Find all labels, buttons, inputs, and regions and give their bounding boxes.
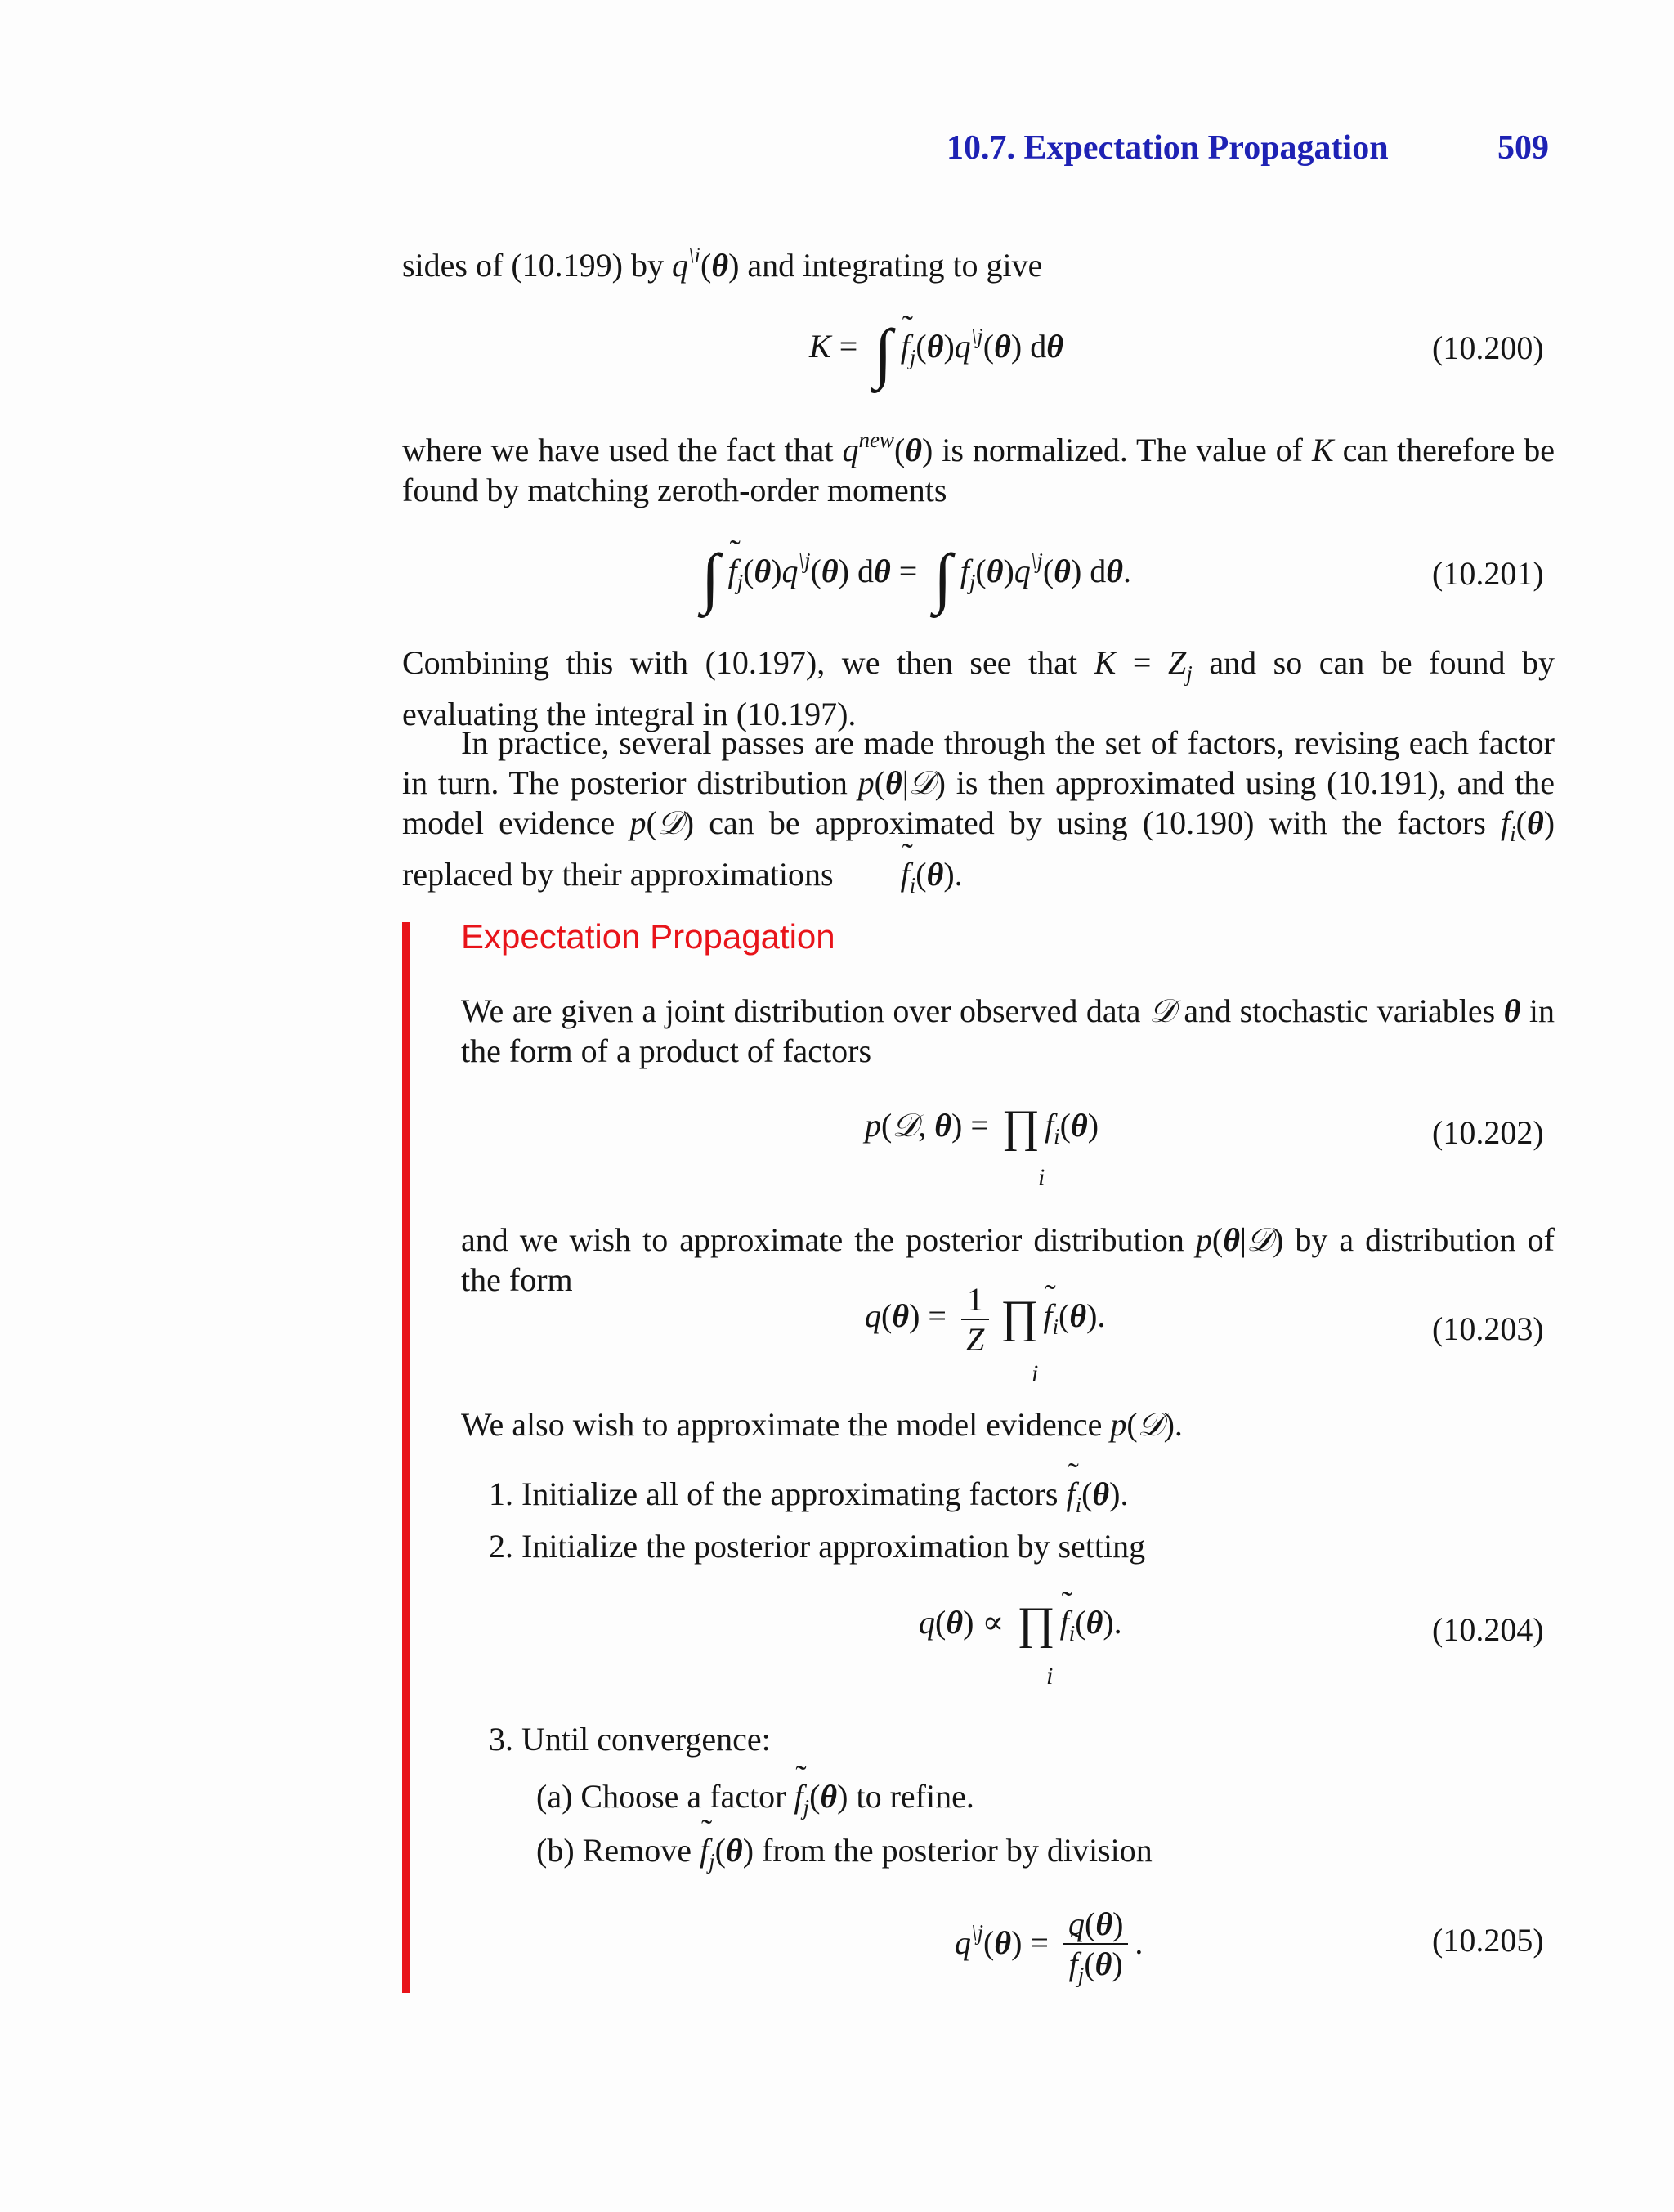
equation-number: (10.202) bbox=[1432, 1114, 1544, 1151]
paragraph-4: In practice, several passes are made through the set of factors, revising each factor in turn. The posterior distribution p(θ|𝒟) is then approximated using (10.191), and the model evidence p(𝒟) can be approximated by using (10.190) with the factors $f_i(\theta)$ replaced by their approximations ˜ $f_i(\theta)$. bbox=[402, 723, 1555, 906]
equation-number: (10.204) bbox=[1432, 1611, 1544, 1648]
equation-number: (10.203) bbox=[1432, 1310, 1544, 1347]
page-number: 509 bbox=[1497, 129, 1549, 167]
equation-10-203: q(θ) = $\frac{1}{Z}$ ∏˜ $f_i(\theta)$. bbox=[865, 1280, 1105, 1359]
box-intro: We are given a joint distribution over observed data 𝒟 and stochastic variables θ in the form of a product of factors bbox=[461, 992, 1555, 1069]
step-2: 2. Initialize the posterior approximation by setting bbox=[489, 1528, 1146, 1565]
equation-10-201: ∫˜ $f_j(\theta)q^{\backslash j}(\theta) d\theta$ = ∫ $f_j(\theta)q^{\backslash j}(\theta)$ dθ. bbox=[693, 540, 1131, 616]
box-evidence: We also wish to approximate the model evidence p(𝒟). bbox=[461, 1406, 1183, 1443]
step-3b: (b) Remove ˜ $f_j(\theta)$ from the posterior by division bbox=[536, 1831, 1153, 1874]
equation-number: (10.201) bbox=[1432, 555, 1544, 592]
product-index: i bbox=[1038, 1164, 1045, 1191]
product-index: i bbox=[1046, 1663, 1054, 1690]
equation-number: (10.200) bbox=[1432, 329, 1544, 366]
step-3: 3. Until convergence: bbox=[489, 1721, 771, 1758]
equation-10-200: K = ∫˜ $f_j(\theta)q^{\backslash j}(\theta)$ dθ bbox=[809, 315, 1063, 392]
equation-10-202: p(𝒟, θ) = ∏ $f_i(\theta)$ bbox=[865, 1101, 1099, 1152]
step-3a: (a) Choose a factor ˜ $f_j(\theta)$ to refine. bbox=[536, 1777, 974, 1820]
box-wish: and we wish to approximate the posterior distribution p(θ|𝒟) by a distribution of the form bbox=[461, 1221, 1555, 1298]
equation-10-204: q(θ) ∝ ∏˜ $f_i(\theta)$. bbox=[919, 1597, 1122, 1650]
step-1: 1. Initialize all of the approximating factors ˜ $f_i(\theta)$. bbox=[489, 1475, 1129, 1518]
equation-10-205: $q^{\backslash j}(\theta)$ = q(θ) ˜ $f_j(\theta)$ . bbox=[955, 1905, 1143, 1988]
product-index: i bbox=[1032, 1360, 1039, 1387]
paragraph-1: sides of (10.199) by $q^{\backslash i}(\theta)$ and integrating to give bbox=[402, 243, 1043, 284]
section-title: 10.7. Expectation Propagation bbox=[947, 129, 1389, 167]
algorithm-box-bar bbox=[402, 922, 410, 1993]
paragraph-3: Combining this with (10.197), we then see that $K = Z_j$ and so can be found by evaluating the integral in (10.197). bbox=[402, 644, 1555, 732]
equation-number: (10.205) bbox=[1432, 1922, 1544, 1959]
algorithm-box-title: Expectation Propagation bbox=[461, 917, 835, 956]
paragraph-2: where we have used the fact that $q^{new}(\theta)$ is normalized. The value of K can therefore be found by matching zeroth-order moments bbox=[402, 428, 1555, 508]
